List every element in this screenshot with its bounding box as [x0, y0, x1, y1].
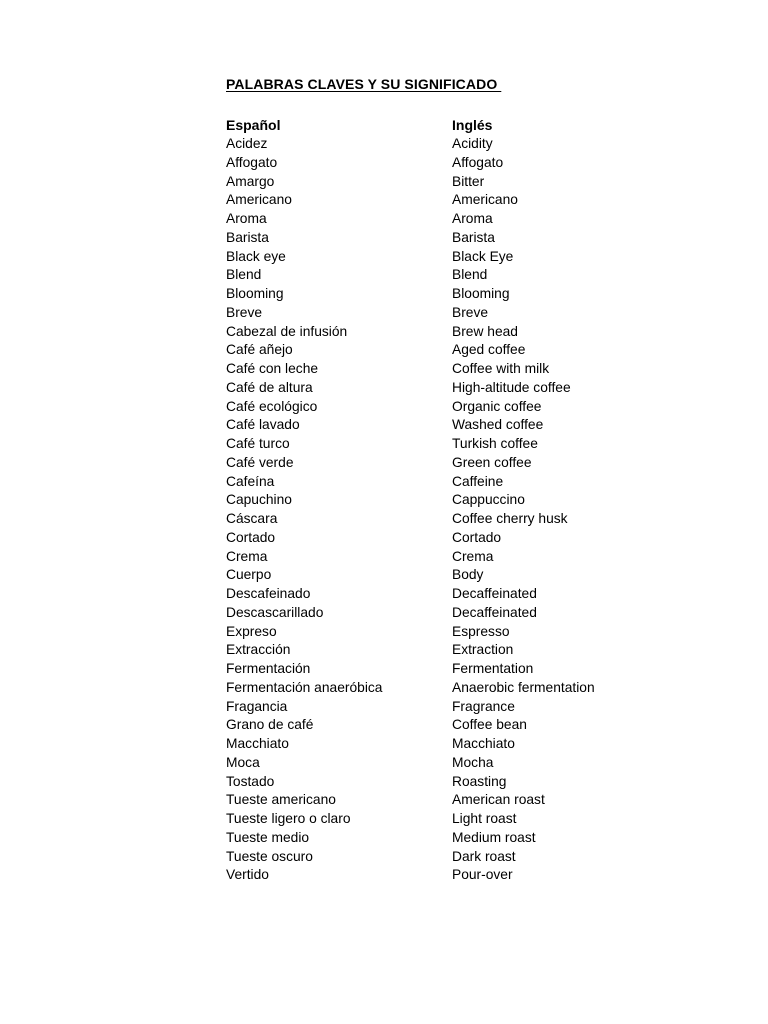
- spanish-term: Cabezal de infusión: [226, 323, 348, 339]
- spanish-term: Descascarillado: [226, 604, 324, 620]
- spanish-term: Cáscara: [226, 511, 278, 526]
- spanish-term: Breve: [226, 304, 263, 320]
- spanish-term: Tueste medio: [226, 829, 310, 845]
- spanish-term: Tueste ligero o claro: [226, 811, 351, 826]
- english-term: Medium roast: [452, 829, 536, 845]
- spanish-term: Fermentación anaeróbica: [226, 679, 383, 695]
- english-term: Decaffeinated: [452, 604, 537, 620]
- spanish-term: Capuchino: [226, 492, 292, 508]
- english-term: Americano: [452, 192, 518, 208]
- spanish-term: Macchiato: [226, 736, 289, 751]
- english-term-list: [452, 135, 595, 885]
- spanish-term: Cafeína: [226, 473, 275, 489]
- spanish-term: Extracción: [226, 642, 291, 658]
- spanish-term: Café turco: [226, 436, 290, 451]
- english-term: Mocha: [452, 754, 494, 770]
- english-term: Pour-over: [452, 867, 513, 883]
- english-term: Decaffeinated: [452, 586, 537, 601]
- english-term: Crema: [452, 548, 494, 564]
- spanish-term-list: [226, 135, 382, 885]
- english-term: Macchiato: [452, 736, 515, 751]
- english-term: Bitter: [452, 173, 485, 189]
- english-term: Cortado: [452, 529, 502, 545]
- spanish-term: Moca: [226, 754, 260, 770]
- english-term: High-altitude coffee: [452, 379, 571, 395]
- spanish-term: Barista: [226, 229, 269, 245]
- spanish-term: Café ecológico: [226, 398, 318, 414]
- spanish-term: Vertido: [226, 867, 269, 883]
- english-term: Breve: [452, 304, 489, 320]
- spanish-term: Café con leche: [226, 361, 319, 376]
- english-term: Roasting: [452, 773, 507, 789]
- english-term: Fermentation: [452, 661, 534, 676]
- english-term: Anaerobic fermentation: [452, 679, 595, 695]
- english-term: Aroma: [452, 211, 493, 226]
- english-term: Coffee with milk: [452, 361, 550, 376]
- spanish-term: Affogato: [226, 154, 278, 170]
- english-term: Blend: [452, 267, 488, 283]
- english-term: Extraction: [452, 642, 514, 658]
- spanish-column-header: Español: [226, 117, 281, 133]
- spanish-term: Fermentación: [226, 661, 311, 676]
- spanish-term: Café verde: [226, 454, 294, 470]
- english-term: Coffee bean: [452, 717, 527, 733]
- spanish-term: Café lavado: [226, 417, 300, 433]
- spanish-term: Aroma: [226, 211, 267, 226]
- spanish-term: Descafeinado: [226, 586, 311, 601]
- english-term: Cappuccino: [452, 492, 525, 508]
- english-term: Turkish coffee: [452, 436, 538, 451]
- spanish-term: Café añejo: [226, 342, 293, 358]
- spanish-term: Blooming: [226, 286, 284, 301]
- spanish-column: [226, 115, 382, 885]
- spanish-term: Crema: [226, 548, 268, 564]
- english-term: Light roast: [452, 811, 517, 826]
- english-column: [452, 115, 595, 885]
- english-term: Espresso: [452, 623, 510, 639]
- english-term: Green coffee: [452, 454, 532, 470]
- english-term: Black Eye: [452, 248, 514, 264]
- spanish-term: Tueste oscuro: [226, 848, 313, 864]
- english-term: Acidity: [452, 136, 493, 151]
- english-term: Barista: [452, 229, 495, 245]
- spanish-term: Grano de café: [226, 717, 314, 733]
- spanish-term: Tueste americano: [226, 792, 336, 808]
- english-term: Body: [452, 567, 484, 583]
- spanish-term: Blend: [226, 267, 262, 283]
- spanish-term: Amargo: [226, 173, 275, 189]
- english-column-header: Inglés: [452, 117, 493, 133]
- spanish-term: Cortado: [226, 529, 276, 545]
- english-term: Caffeine: [452, 473, 504, 489]
- spanish-term: Cuerpo: [226, 567, 272, 583]
- spanish-term: Café de altura: [226, 379, 313, 395]
- spanish-term: Expreso: [226, 623, 277, 639]
- english-term: Affogato: [452, 154, 504, 170]
- spanish-term: Tostado: [226, 773, 275, 789]
- spanish-term: Acidez: [226, 136, 268, 151]
- english-term: Coffee cherry husk: [452, 511, 568, 526]
- english-term: Brew head: [452, 323, 518, 339]
- spanish-term: Americano: [226, 192, 292, 208]
- spanish-term: Fragancia: [226, 698, 288, 714]
- english-term: Fragrance: [452, 698, 515, 714]
- page-title: PALABRAS CLAVES Y SU SIGNIFICADO: [226, 76, 502, 92]
- english-term: Washed coffee: [452, 417, 544, 433]
- english-term: Aged coffee: [452, 342, 526, 358]
- spanish-term: Black eye: [226, 248, 286, 264]
- english-term: Blooming: [452, 286, 510, 301]
- english-term: American roast: [452, 792, 545, 808]
- english-term: Organic coffee: [452, 398, 542, 414]
- english-term: Dark roast: [452, 848, 516, 864]
